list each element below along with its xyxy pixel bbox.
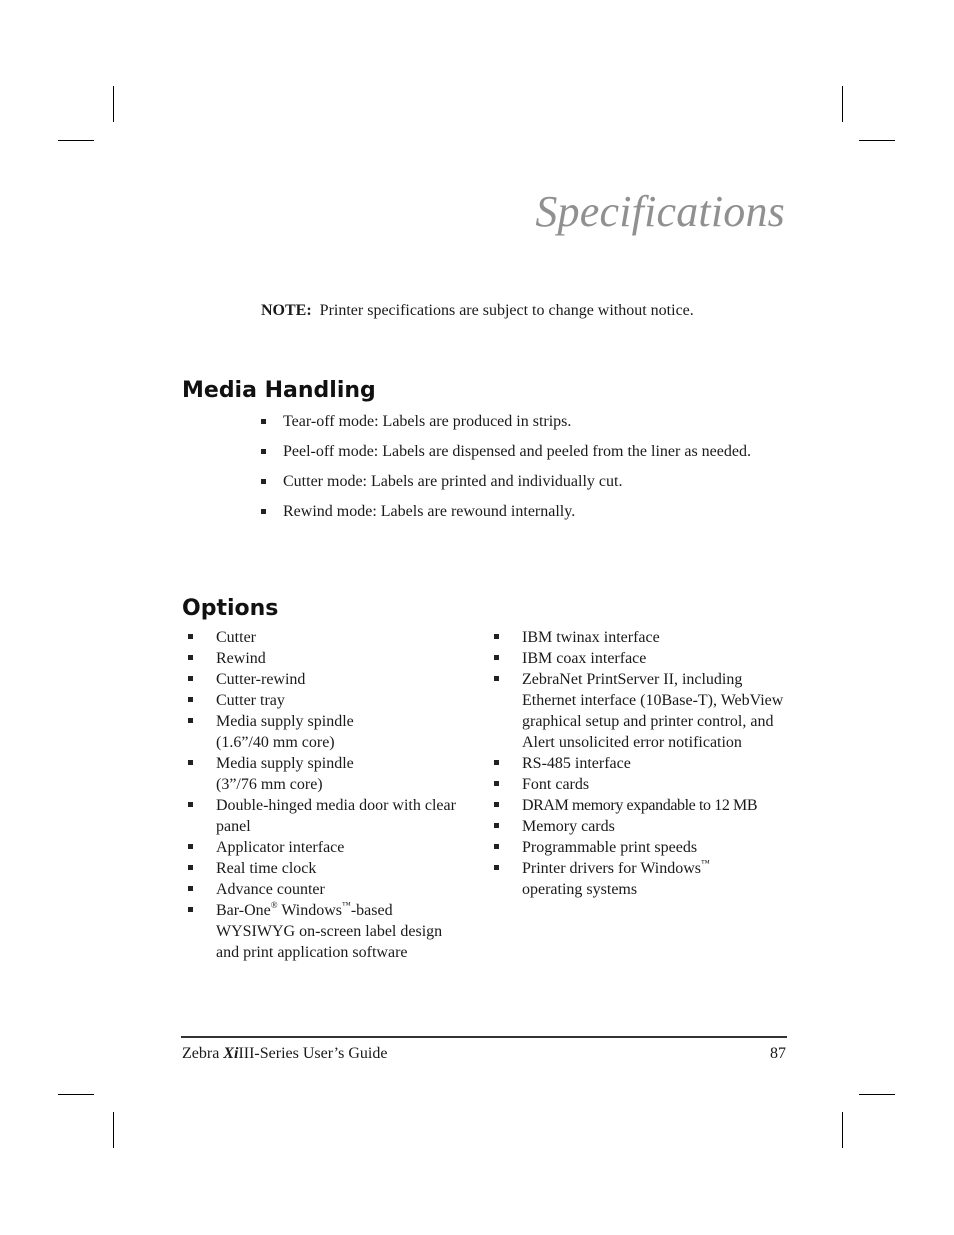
list-item: Tear-off mode: Labels are produced in strips.	[261, 412, 761, 432]
list-item: Programmable print speeds	[494, 837, 784, 858]
bullet-icon	[261, 479, 266, 484]
list-item: Double-hinged media door with clear panel	[188, 795, 466, 837]
bullet-icon	[188, 844, 193, 849]
list-item: IBM twinax interface	[494, 627, 784, 648]
bullet-icon	[188, 907, 193, 912]
list-item: Peel-off mode: Labels are dispensed and peeled from the liner as needed.	[261, 442, 761, 462]
crop-mark	[842, 86, 843, 122]
bullet-icon	[261, 419, 266, 424]
list-item: Cutter	[188, 627, 468, 648]
list-item: RS-485 interface	[494, 753, 784, 774]
bullet-icon	[188, 760, 193, 765]
bullet-icon	[494, 760, 499, 765]
bullet-icon	[261, 449, 266, 454]
list-item: ZebraNet PrintServer II, including Ethernet interface (10Base-T), WebView graphical setup and printer control, and Alert unsolicited error notification	[494, 669, 792, 753]
bullet-icon	[188, 886, 193, 891]
list-item: DRAM memory expandable to 12 MB	[494, 795, 784, 816]
note-label: NOTE:	[261, 302, 312, 319]
footer-guide-title: Zebra XiIII-Series User’s Guide	[182, 1045, 388, 1062]
list-item: Real time clock	[188, 858, 468, 879]
bullet-icon	[188, 802, 193, 807]
crop-mark	[113, 1112, 114, 1148]
bullet-icon	[188, 634, 193, 639]
list-item: Applicator interface	[188, 837, 468, 858]
note-text: Printer specifications are subject to change without notice.	[319, 302, 694, 319]
list-item: Rewind	[188, 648, 468, 669]
bullet-icon	[494, 802, 499, 807]
list-item: Cutter-rewind	[188, 669, 468, 690]
bullet-icon	[494, 781, 499, 786]
list-item: Cutter tray	[188, 690, 468, 711]
crop-mark	[859, 140, 895, 141]
bullet-icon	[188, 655, 193, 660]
bullet-icon	[188, 697, 193, 702]
crop-mark	[113, 86, 114, 122]
crop-mark	[58, 1094, 94, 1095]
list-item: Rewind mode: Labels are rewound internally.	[261, 502, 761, 522]
bullet-icon	[494, 676, 499, 681]
page-number: 87	[770, 1045, 786, 1062]
footer-rule	[181, 1036, 787, 1038]
list-item: Cutter mode: Labels are printed and individually cut.	[261, 472, 761, 492]
bullet-icon	[494, 865, 499, 870]
page-title: Specifications	[535, 187, 785, 236]
list-item: Font cards	[494, 774, 784, 795]
media-handling-heading: Media Handling	[182, 378, 376, 403]
list-item: Advance counter	[188, 879, 468, 900]
bullet-icon	[494, 634, 499, 639]
list-item: Printer drivers for Windows™ operating systems	[494, 858, 752, 900]
crop-mark	[842, 1112, 843, 1148]
options-list-right	[494, 627, 784, 900]
list-item: IBM coax interface	[494, 648, 784, 669]
crop-mark	[58, 140, 94, 141]
bullet-icon	[188, 718, 193, 723]
bullet-icon	[494, 844, 499, 849]
list-item: Memory cards	[494, 816, 784, 837]
media-handling-list	[261, 412, 761, 532]
list-item: Bar-One® Windows™-based WYSIWYG on-screen label design and print application software	[188, 900, 468, 963]
bullet-icon	[188, 676, 193, 681]
options-heading: Options	[182, 596, 279, 621]
bullet-icon	[261, 509, 266, 514]
bullet-icon	[494, 823, 499, 828]
crop-mark	[859, 1094, 895, 1095]
note	[261, 302, 694, 320]
list-item: Media supply spindle (1.6”/40 mm core)	[188, 711, 376, 753]
bullet-icon	[188, 865, 193, 870]
options-list-left	[188, 627, 468, 963]
bullet-icon	[494, 655, 499, 660]
list-item: Media supply spindle (3”/76 mm core)	[188, 753, 376, 795]
